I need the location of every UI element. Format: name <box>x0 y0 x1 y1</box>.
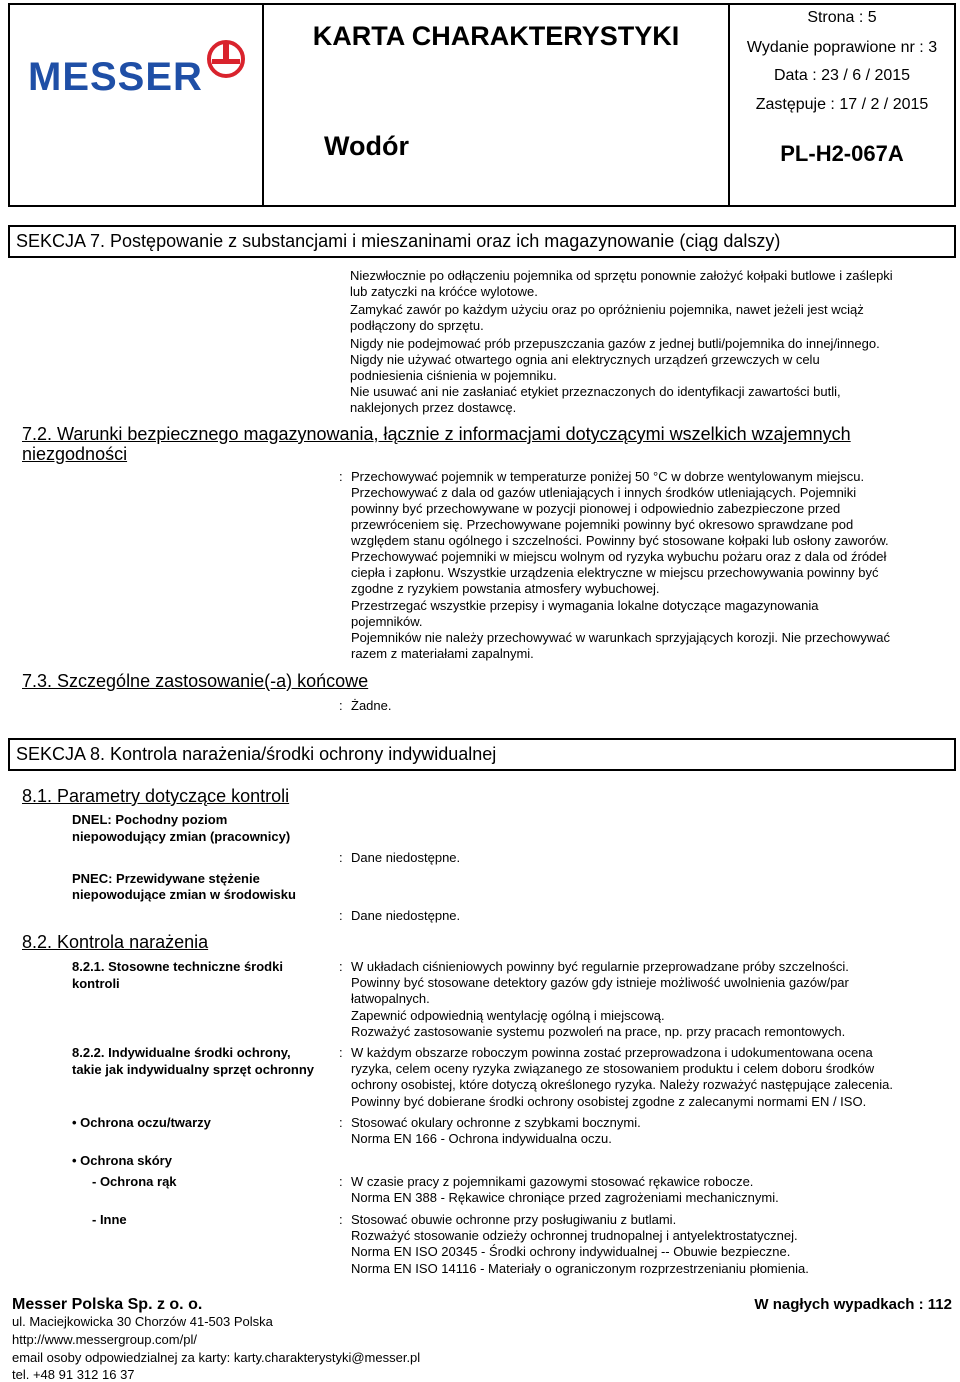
text-line: W każdym obszarze roboczym powinna zostać przeprowadzona i udokumentowana ocena <box>351 1045 873 1060</box>
s822-label: 8.2.2. Indywidualne środki ochrony, <box>72 1045 291 1060</box>
footer-email-link[interactable]: email osoby odpowiedzialnej za karty: karty.charakterystyki@messer.pl <box>12 1350 421 1365</box>
colon: : <box>339 469 343 484</box>
footer-emergency-number: W nagłych wypadkach : 112 <box>754 1296 952 1313</box>
text-line: Stosować okulary ochronne z szybkami bocznymi. <box>351 1115 641 1130</box>
subsection-7-2-title-line1: 7.2. Warunki bezpiecznego magazynowania, łącznie z informacjami dotyczącymi wszelkich wzajemnych <box>22 424 851 444</box>
colon: : <box>339 1212 343 1227</box>
text-line: Przestrzegać wszystkie przepisy i wymagania lokalne dotyczące magazynowania <box>351 598 819 613</box>
subsection-8-2-title-text: 8.2. Kontrola narażenia <box>22 932 209 952</box>
text-line: W czasie pracy z pojemnikami gazowymi stosować rękawice robocze. <box>351 1174 754 1189</box>
hand-protection-label: - Ochrona rąk <box>92 1174 177 1189</box>
issue-date: Data : 23 / 6 / 2015 <box>773 67 911 84</box>
text-line: zgodne z ryzykiem powstania atmosfery wybuchowej. <box>351 581 660 596</box>
text-line: Nie usuwać ani nie zasłaniać etykiet przeznaczonych do identyfikacji zawartości butli, <box>350 384 841 399</box>
subsection-7-3-value: Żadne. <box>351 698 392 713</box>
text-line: Nigdy nie używać otwartego ognia ani elektrycznych urządzeń grzewczych w celu <box>350 352 820 367</box>
supersedes-date: Zastępuje : 17 / 2 / 2015 <box>755 96 929 113</box>
other-protection-label: - Inne <box>92 1212 127 1227</box>
text-line: Rozważyć stosowanie odzieży ochronnej trudnopalnej i antyelektrostatycznej. <box>351 1228 798 1243</box>
text-line: Powinny być stosowane detektory gazów gdy istnieje możliwość uwolnienia gazów/par <box>351 975 849 990</box>
subsection-7-2-title-line2: niezgodności <box>22 444 128 464</box>
text-line: Niezwłocznie po odłączeniu pojemnika od sprzętu ponownie założyć kołpaki butlowe i zaślepki <box>350 268 893 283</box>
text-line: ciepła i zapłonu. Wszystkie urządzenia elektryczne w miejscu przechowywania powinny być <box>351 565 879 580</box>
colon: : <box>339 1115 343 1130</box>
text-line: Pojemników nie należy przechowywać w warunkach sprzyjających korozji. Nie przechowywać <box>351 630 890 645</box>
text-line: podniesienia ciśnienia w pojemniku. <box>350 368 557 383</box>
text-line: Norma EN ISO 14116 - Materiały o ograniczonym rozprzestrzenianiu płomienia. <box>351 1261 809 1276</box>
section-7-header: SEKCJA 7. Postępowanie z substancjami i mieszaninami oraz ich magazynowanie (ciąg dalszy) <box>8 225 956 258</box>
messer-logo <box>28 39 250 99</box>
colon: : <box>339 698 343 713</box>
logo-flame-icon <box>206 39 246 79</box>
skin-protection-label: • Ochrona skóry <box>72 1153 172 1168</box>
product-name: Wodór <box>324 131 409 161</box>
section-8-header: SEKCJA 8. Kontrola narażenia/środki ochrony indywidualnej <box>8 738 956 771</box>
text-line: podłączony do sprzętu. <box>350 318 484 333</box>
text-line: Zamykać zawór po każdym użyciu oraz po opróżnieniu pojemnika, nawet jeżeli jest wciąż <box>350 302 864 317</box>
page-number: Strona : 5 <box>807 9 877 26</box>
text-line: łatwopalnych. <box>351 991 430 1006</box>
colon: : <box>339 850 343 865</box>
eye-protection-label: • Ochrona oczu/twarzy <box>72 1115 211 1130</box>
dnel-label: DNEL: Pochodny poziom <box>72 812 228 827</box>
footer-phone: tel. +48 91 312 16 37 <box>12 1367 135 1382</box>
text-line: Powinny być dobierane środki ochrony osobistej zgodne z zalecanymi normami EN / ISO. <box>351 1094 867 1109</box>
text-line: Przechowywać z dala od gazów utleniających i innych środków utleniających. Pojemniki <box>351 485 857 500</box>
pnec-label-cont: niepowodujące zmian w środowisku <box>72 887 296 902</box>
s821-label-cont: kontroli <box>72 976 120 991</box>
text-line: Nigdy nie podejmować prób przepuszczania gazów z jednej butli/pojemnika do innej/innego. <box>350 336 880 351</box>
text-line: przewróceniem się. Przechowywane pojemniki powinny być okresowo sprawdzane pod <box>351 517 854 532</box>
logo-text: MESSER <box>28 55 203 99</box>
text-line: Przechowywać pojemniki w miejscu wolnym od ryzyka wybuchu pożaru oraz z dala od źródeł <box>351 549 887 564</box>
subsection-8-2-title <box>22 932 208 953</box>
s822-label-cont: takie jak indywidualny sprzęt ochronny <box>72 1062 315 1077</box>
text-line: Zapewnić odpowiednią wentylację ogólną i miejscową. <box>351 1008 665 1023</box>
text-line: Norma EN 388 - Rękawice chroniące przed zagrożeniami mechanicznymi. <box>351 1190 779 1205</box>
subsection-7-2-title-cont <box>22 444 127 465</box>
text-line: względem stanu ogólnego i szczelności. Powinny być stosowane kołpaki lub osłony zaworów. <box>351 533 889 548</box>
document-header <box>8 3 956 207</box>
dnel-label-cont: niepowodujący zmian (pracownicy) <box>72 829 291 844</box>
subsection-7-3-title-text: 7.3. Szczególne zastosowanie(-a) końcowe <box>22 671 369 691</box>
text-line: Rozważyć zastosowanie systemu pozwoleń na prace, np. przy pracach remontowych. <box>351 1024 846 1039</box>
revision-number: Wydanie poprawione nr : 3 <box>746 39 938 56</box>
subsection-7-3-title <box>22 671 368 692</box>
subsection-8-1-title <box>22 786 289 807</box>
text-line: Norma EN 166 - Ochrona indywidualna oczu. <box>351 1131 612 1146</box>
text-line: razem z materiałami zapalnymi. <box>351 646 534 661</box>
document-meta <box>730 5 954 205</box>
colon: : <box>339 959 343 974</box>
text-line: Przechowywać pojemnik w temperaturze poniżej 50 °C w dobrze wentylowanym miejscu. <box>351 469 865 484</box>
colon: : <box>339 908 343 923</box>
text-line: lub zatyczki na króćce wylotowe. <box>350 284 538 299</box>
footer-company: Messer Polska Sp. z o. o. <box>12 1296 203 1313</box>
footer-website-link[interactable]: http://www.messergroup.com/pl/ <box>12 1332 197 1347</box>
title-box <box>264 5 730 205</box>
pnec-label: PNEC: Przewidywane stężenie <box>72 871 260 886</box>
text-line: ryzyka, celem oceny ryzyka związanego ze stosowaniem produktu i celem doboru środków <box>351 1061 875 1076</box>
text-line: naklejonych przez dostawcę. <box>350 400 517 415</box>
logo-box <box>10 5 264 205</box>
text-line: powinny być przechowywane w pozycji pionowej i odpowiednio zabezpieczone przed <box>351 501 841 516</box>
dnel-value: Dane niedostępne. <box>351 850 461 865</box>
text-line: Stosować obuwie ochronne przy posługiwaniu z butlami. <box>351 1212 677 1227</box>
colon: : <box>339 1045 343 1060</box>
subsection-8-1-title-text: 8.1. Parametry dotyczące kontroli <box>22 786 290 806</box>
document-title: KARTA CHARAKTERYSTYKI <box>312 21 680 51</box>
pnec-value: Dane niedostępne. <box>351 908 461 923</box>
text-line: W układach ciśnieniowych powinny być regularnie przeprowadzane próby szczelności. <box>351 959 849 974</box>
text-line: pojemników. <box>351 614 423 629</box>
s821-label: 8.2.1. Stosowne techniczne środki <box>72 959 283 974</box>
text-line: ochrony osobistej, które dotyczą określonego ryzyka. Należy rozważyć następujące zalecenia. <box>351 1077 893 1092</box>
document-code: PL-H2-067A <box>780 141 904 166</box>
colon: : <box>339 1174 343 1189</box>
text-line: Norma EN ISO 20345 - Środki ochrony indywidualnej -- Obuwie bezpieczne. <box>351 1244 791 1259</box>
footer-address: ul. Maciejkowicka 30 Chorzów 41-503 Polska <box>12 1314 273 1329</box>
subsection-7-2-title <box>22 424 851 445</box>
